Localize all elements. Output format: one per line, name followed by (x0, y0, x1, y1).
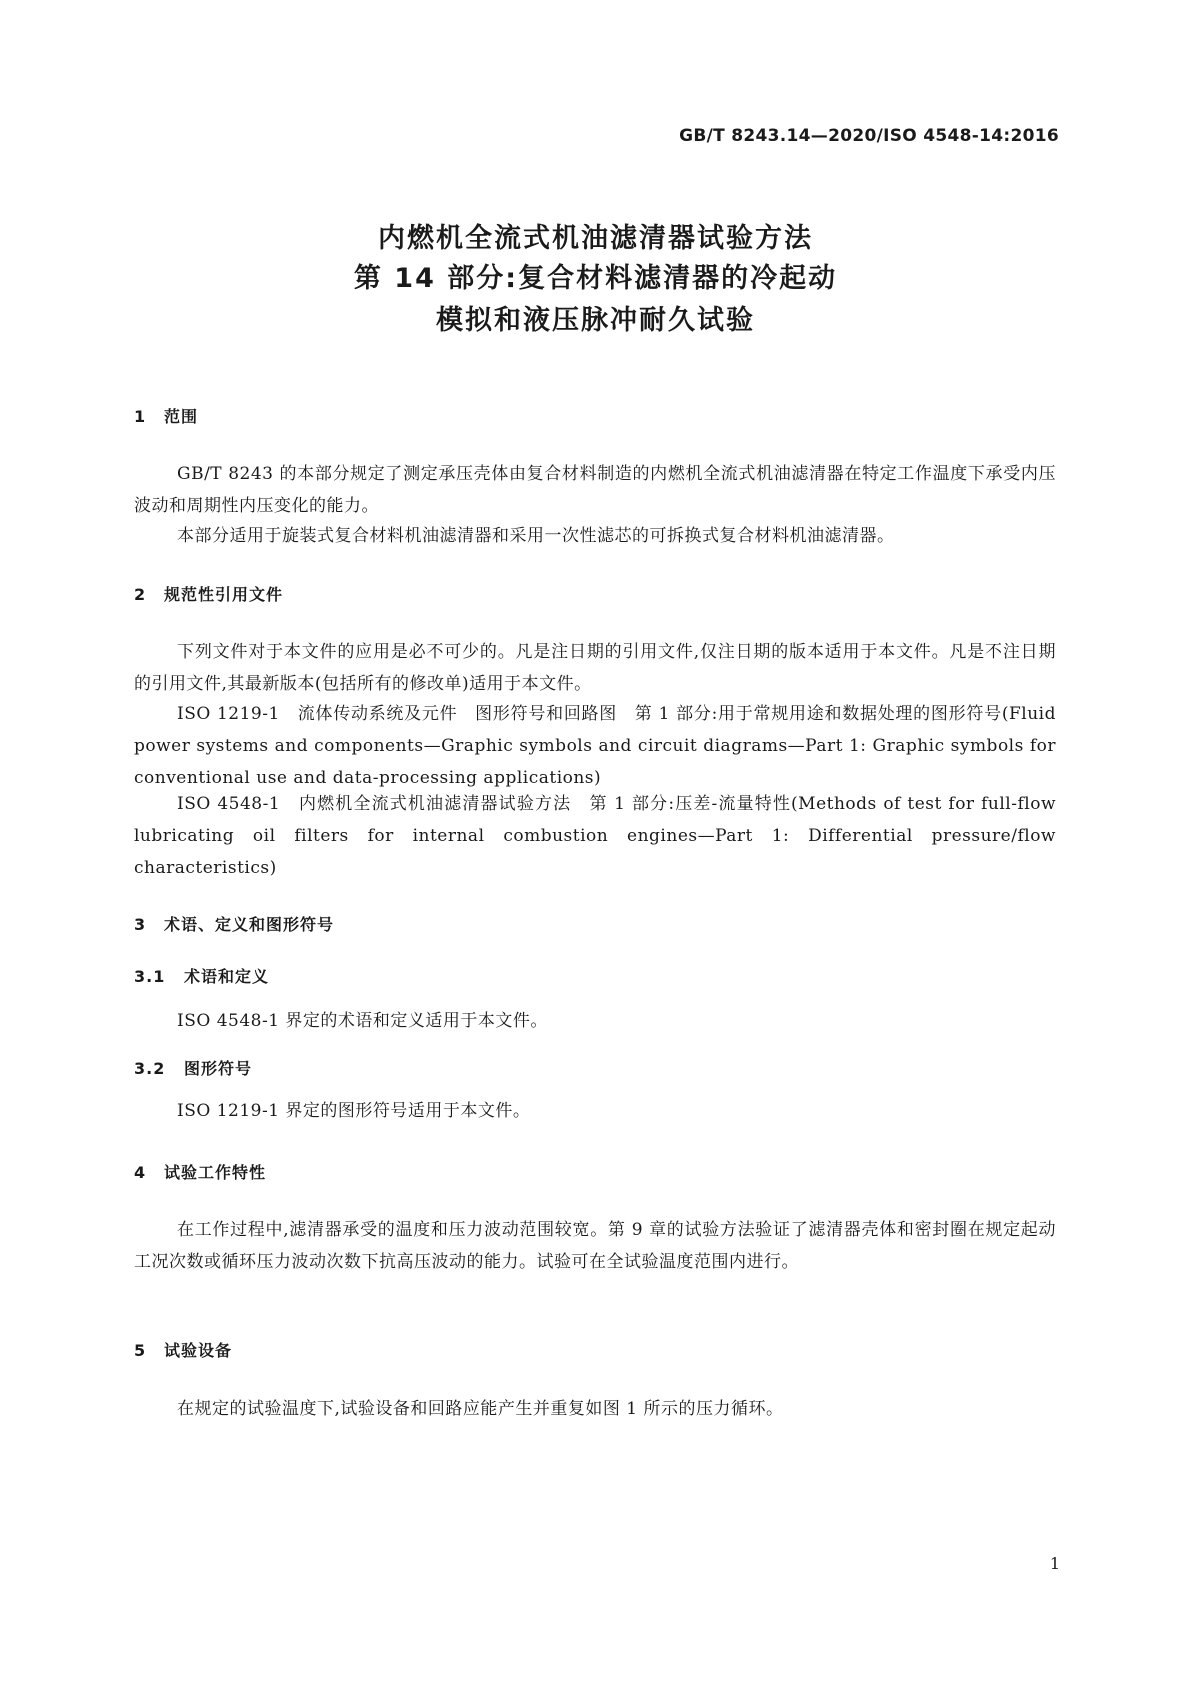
section-3-1-heading (134, 964, 269, 987)
section-title: 范围 (164, 407, 199, 426)
reference-iso-4548-1: ISO 4548-1 内燃机全流式机油滤清器试验方法 第 1 部分:压差-流量特性(Methods of test for full-flow lubricating oil filters for internal combustion engines—Part 1: Differential pressure/flow characteristics) (134, 794, 1056, 878)
section-number: 5 (134, 1341, 147, 1360)
subsection-number: 3.1 (134, 967, 166, 986)
section-1-paragraph-2: 本部分适用于旋装式复合材料机油滤清器和采用一次性滤芯的可拆换式复合材料机油滤清器。 (177, 526, 895, 546)
section-title: 试验设备 (164, 1341, 233, 1360)
page-number: 1 (1049, 1554, 1060, 1573)
section-title: 试验工作特性 (164, 1163, 267, 1182)
section-2-paragraph-1: 下列文件对于本文件的应用是必不可少的。凡是注日期的引用文件,仅注日期的版本适用于本文件。凡是不注日期的引用文件,其最新版本(包括所有的修改单)适用于本文件。 (134, 642, 1056, 694)
section-3-2-paragraph: ISO 1219-1 界定的图形符号适用于本文件。 (177, 1101, 531, 1121)
section-title: 规范性引用文件 (164, 585, 284, 604)
section-4-paragraph: 在工作过程中,滤清器承受的温度和压力波动范围较宽。第 9 章的试验方法验证了滤清器壳体和密封圈在规定起动工况次数或循环压力波动次数下抗高压波动的能力。试验可在全试验温度范围内进行。 (134, 1220, 1056, 1272)
section-3-2-heading (134, 1056, 252, 1079)
reference-iso-1219-1: ISO 1219-1 流体传动系统及元件 图形符号和回路图 第 1 部分:用于常规用途和数据处理的图形符号(Fluid power systems and components—Graphic symbols and circuit diagrams—Part 1: Graphic symbols for conventional use and data-processing applications) (134, 704, 1056, 788)
section-2-heading (134, 582, 283, 605)
subsection-title: 术语和定义 (184, 967, 270, 986)
subsection-number: 3.2 (134, 1059, 166, 1078)
section-1-heading (134, 404, 198, 427)
title-line-3: 模拟和液压脉冲耐久试验 (436, 305, 755, 336)
section-5-heading (134, 1338, 232, 1361)
section-3-heading (134, 912, 334, 935)
standard-number: GB/T 8243.14—2020/ISO 4548-14:2016 (679, 126, 1059, 146)
section-5-paragraph: 在规定的试验温度下,试验设备和回路应能产生并重复如图 1 所示的压力循环。 (177, 1399, 784, 1419)
title-line-2: 第 14 部分:复合材料滤清器的冷起动 (353, 263, 838, 294)
title-line-1: 内燃机全流式机油滤清器试验方法 (378, 223, 813, 254)
section-number: 2 (134, 585, 147, 604)
subsection-title: 图形符号 (184, 1059, 253, 1078)
section-title: 术语、定义和图形符号 (164, 915, 335, 934)
section-3-1-paragraph: ISO 4548-1 界定的术语和定义适用于本文件。 (177, 1011, 548, 1031)
section-number: 4 (134, 1163, 147, 1182)
section-number: 3 (134, 915, 147, 934)
section-4-heading (134, 1160, 266, 1183)
section-number: 1 (134, 407, 147, 426)
section-1-paragraph-1: GB/T 8243 的本部分规定了测定承压壳体由复合材料制造的内燃机全流式机油滤清器在特定工作温度下承受内压波动和周期性内压变化的能力。 (134, 464, 1056, 516)
